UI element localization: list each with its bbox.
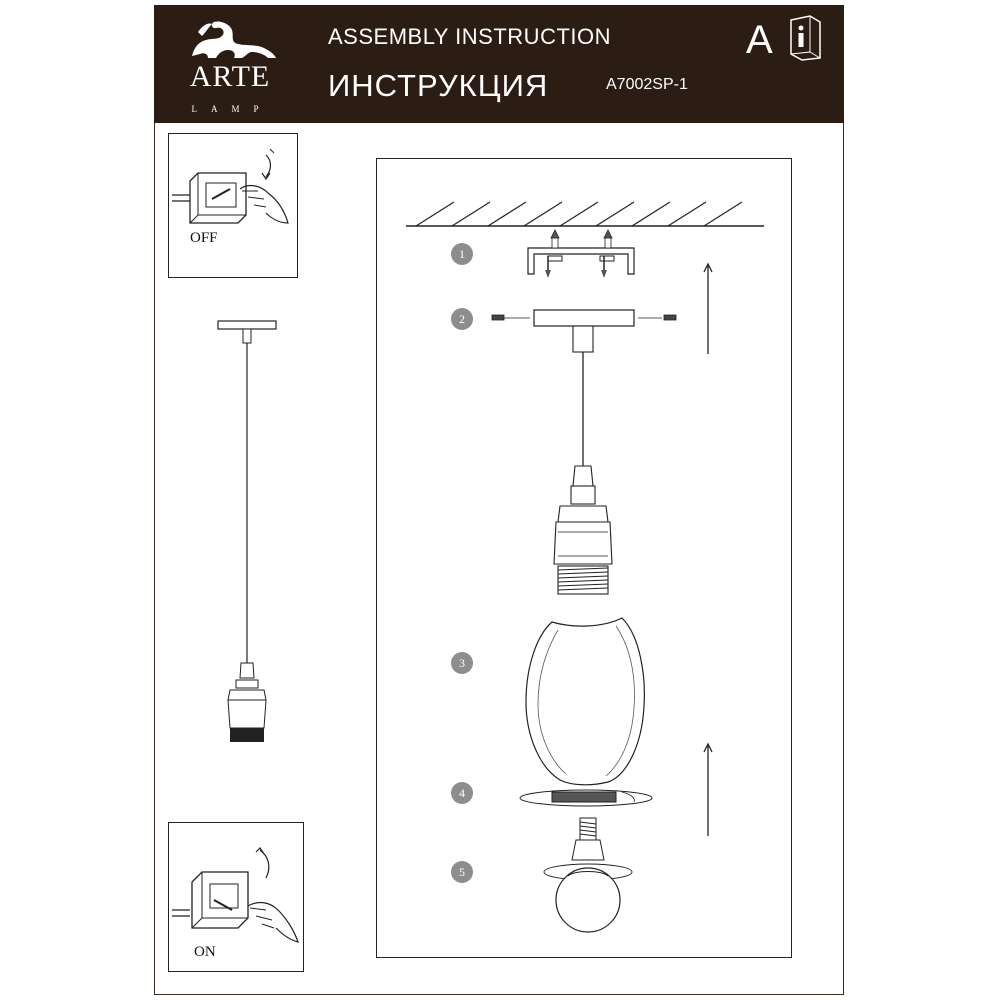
- glass-shade-icon: [522, 616, 648, 786]
- griffin-logo-icon: [172, 18, 282, 62]
- light-bulb-icon: [540, 816, 640, 950]
- step-badge-4: 4: [451, 782, 473, 804]
- switch-on-icon: [168, 822, 304, 972]
- step-badge-2: 2: [451, 308, 473, 330]
- title-english: ASSEMBLY INSTRUCTION: [328, 24, 612, 49]
- language-letter: A: [746, 18, 773, 62]
- model-number: A7002SP-1: [606, 76, 688, 93]
- switch-off-icon: [168, 133, 298, 278]
- assembled-pendant-icon: [210, 318, 290, 748]
- switch-on-label: ON: [194, 944, 216, 960]
- locking-ring-icon: [516, 786, 656, 810]
- socket-holder-icon: [540, 326, 640, 596]
- info-book-icon: [788, 14, 824, 62]
- mounting-bracket-icon: [526, 226, 636, 282]
- step-badge-5: 5: [451, 861, 473, 883]
- up-arrow-icon: [698, 742, 718, 838]
- step-badge-3: 3: [451, 652, 473, 674]
- step-badge-1: 1: [451, 243, 473, 265]
- brand-subtitle: LAMP: [191, 104, 273, 114]
- switch-off-label: OFF: [190, 230, 218, 246]
- title-russian: ИНСТРУКЦИЯ: [328, 68, 549, 103]
- up-arrow-icon: [698, 262, 718, 358]
- brand-name: ARTE: [189, 60, 271, 93]
